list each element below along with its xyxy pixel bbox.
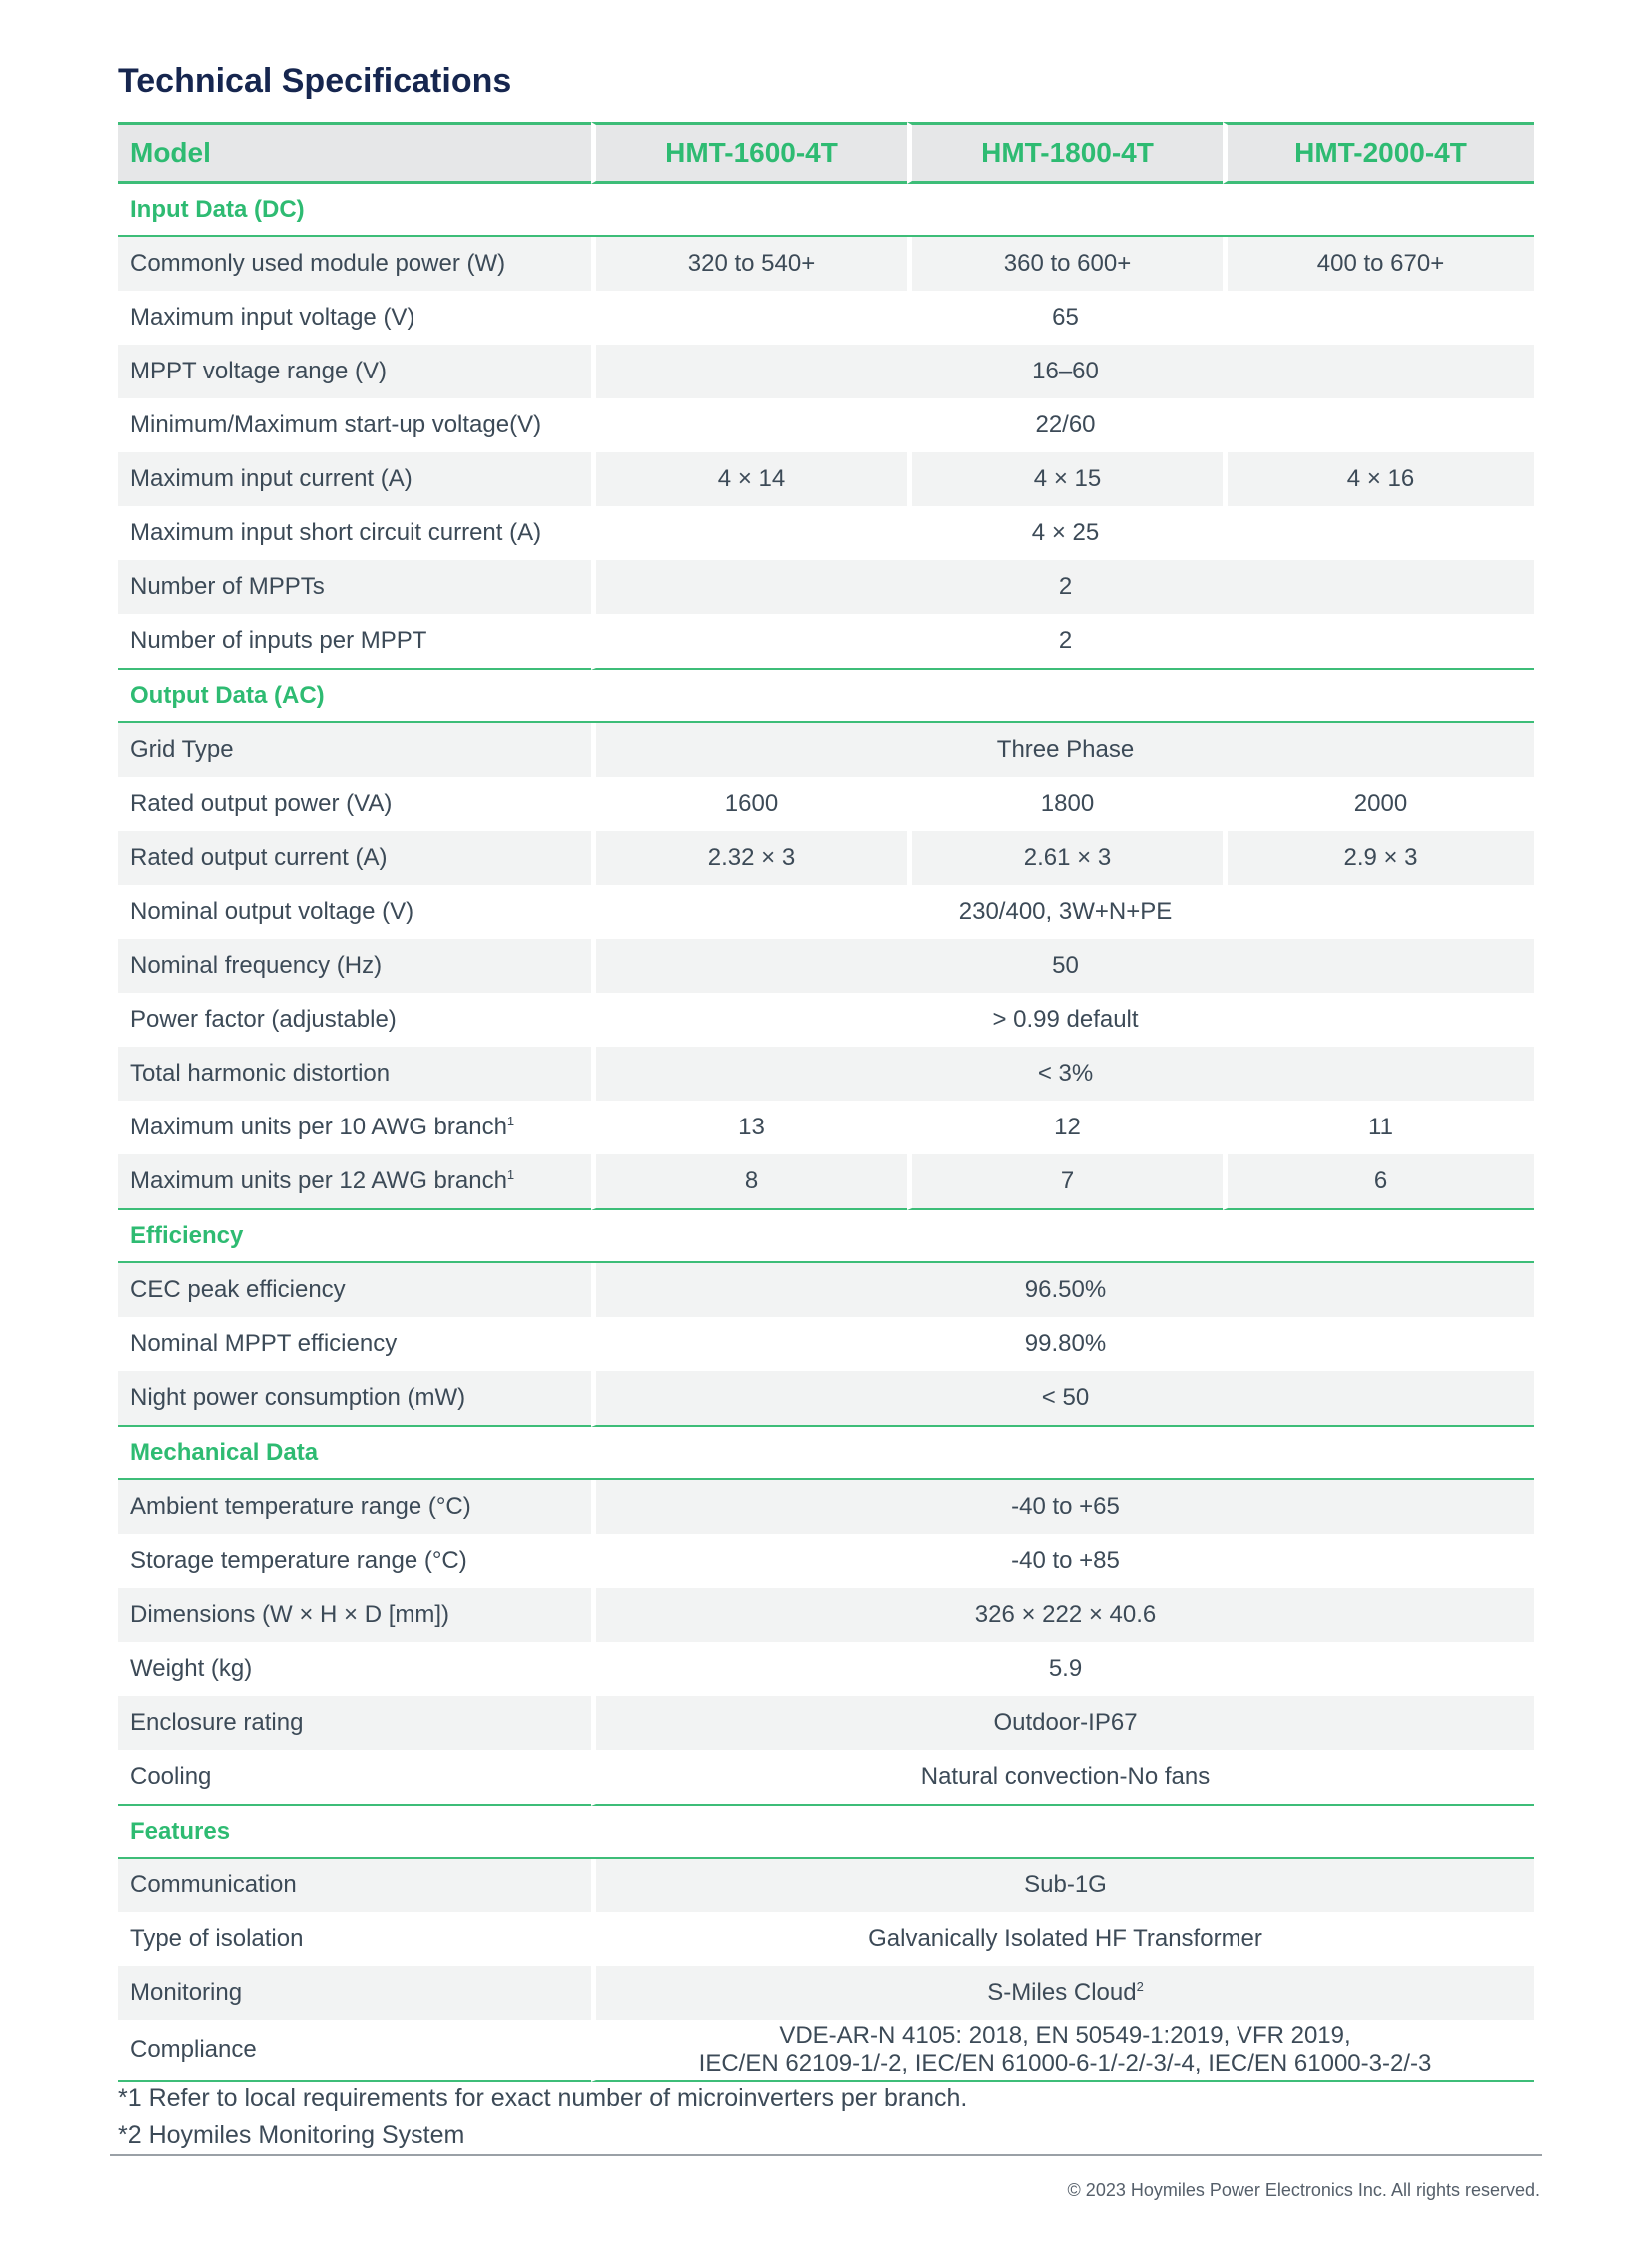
row-label: Cooling [118,1750,591,1806]
row-value: 16–60 [591,345,1534,398]
row-value: Sub-1G [591,1859,1534,1912]
row-value: 96.50% [591,1263,1534,1317]
table-row [118,1101,1534,1154]
row-label: Number of inputs per MPPT [118,614,591,670]
row-label-text: Maximum units per 12 AWG branch [130,1167,507,1194]
row-value: 13 [591,1101,907,1154]
table-row [118,1912,1534,1966]
table-row [118,993,1534,1047]
row-value: 7 [907,1154,1223,1210]
row-label [118,1154,591,1210]
row-label: Maximum input voltage (V) [130,304,415,331]
section-header-mechanical [118,1427,1534,1480]
model-header-cell: HMT-1800-4T [907,122,1223,184]
row-label: Maximum input current (A) [118,452,591,506]
section-header-features [118,1806,1534,1859]
table-row [118,614,1534,670]
compliance-line: IEC/EN 62109-1/-2, IEC/EN 61000-6-1/-2/-3/-4, IEC/EN 61000-3-2/-3 [698,2050,1432,2077]
footnotes [118,2080,967,2154]
table-row [118,452,1534,506]
row-value: < 50 [591,1371,1534,1427]
model-header-cell: HMT-1600-4T [591,122,907,184]
table-row [118,237,1534,291]
table-row [118,885,1534,939]
table-row [118,1588,1534,1642]
row-value: 8 [591,1154,907,1210]
row-label: Night power consumption (mW) [118,1371,591,1427]
row-label: MPPT voltage range (V) [118,345,591,398]
row-value: 1800 [907,777,1223,831]
table-row [118,1859,1534,1912]
table-row [118,1750,1534,1806]
row-label: Rated output current (A) [118,831,591,885]
row-value: 11 [1223,1101,1534,1154]
row-label: Communication [118,1859,591,1912]
row-label: Nominal frequency (Hz) [118,939,591,993]
row-label: Ambient temperature range (°C) [118,1480,591,1534]
row-value: 230/400, 3W+N+PE [591,885,1534,939]
row-value: 1600 [591,777,907,831]
row-value [591,2020,1534,2082]
row-label: Maximum input short circuit current (A) [130,519,542,546]
table-row [118,723,1534,777]
table-row [118,777,1534,831]
section-header-output [118,670,1534,723]
row-label: Power factor (adjustable) [130,1006,397,1033]
row-value: 4 × 14 [591,452,907,506]
footnote-marker: 1 [506,1114,515,1128]
section-title: Features [118,1806,1534,1859]
row-value: 2 [591,614,1534,670]
row-value: > 0.99 default [591,993,1534,1047]
row-value: 320 to 540+ [591,237,907,291]
section-title: Efficiency [118,1210,1534,1263]
row-label: Grid Type [118,723,591,777]
row-label: Minimum/Maximum start-up voltage(V) [130,411,542,438]
table-row [118,1047,1534,1101]
row-value: 360 to 600+ [907,237,1223,291]
row-value: 4 × 25 [591,506,1534,560]
table-row [118,1966,1534,2020]
row-value: 6 [1223,1154,1534,1210]
row-value-text: S-Miles Cloud [987,1979,1137,2006]
row-value [591,1966,1534,2020]
row-label: Compliance [118,2020,591,2082]
row-label: Nominal output voltage (V) [130,898,414,925]
row-value: Natural convection-No fans [591,1750,1534,1806]
row-value: 2.61 × 3 [907,831,1223,885]
row-value: 2000 [1223,777,1534,831]
row-label: CEC peak efficiency [118,1263,591,1317]
section-title: Mechanical Data [118,1427,1534,1480]
row-value: 2.9 × 3 [1223,831,1534,885]
row-value: 4 × 16 [1223,452,1534,506]
row-value: Three Phase [591,723,1534,777]
table-row [118,1480,1534,1534]
row-value: 400 to 670+ [1223,237,1534,291]
row-label: Weight (kg) [130,1655,253,1682]
row-value: 65 [591,291,1534,345]
row-label: Rated output power (VA) [130,790,393,817]
row-value: 5.9 [591,1642,1534,1696]
section-title: Input Data (DC) [118,184,1534,237]
section-title: Output Data (AC) [118,670,1534,723]
table-row [118,560,1534,614]
table-row [118,1317,1534,1371]
row-label: Storage temperature range (°C) [130,1547,467,1574]
row-label: Type of isolation [130,1925,304,1952]
row-value: < 3% [591,1047,1534,1101]
footnote-marker: 1 [506,1167,515,1182]
table-row [118,1696,1534,1750]
compliance-line: VDE-AR-N 4105: 2018, EN 50549-1:2019, VFR 2019, [779,2022,1351,2049]
row-label: Monitoring [118,1966,591,2020]
table-row [118,398,1534,452]
spec-table [118,122,1534,2082]
row-label: Dimensions (W × H × D [mm]) [118,1588,591,1642]
row-label: Enclosure rating [118,1696,591,1750]
row-value: 2 [591,560,1534,614]
table-row [118,506,1534,560]
footnote-marker: 2 [1136,1979,1144,1994]
copyright: © 2023 Hoymiles Power Electronics Inc. All rights reserved. [1067,2180,1540,2200]
model-header-cell: HMT-2000-4T [1223,122,1534,184]
row-label-text: Maximum units per 10 AWG branch [130,1114,507,1140]
row-value: 12 [907,1101,1223,1154]
model-header-label: Model [118,122,591,184]
model-header-row [118,122,1534,184]
footnote: *2 Hoymiles Monitoring System [118,2121,465,2149]
table-row [118,2020,1534,2082]
footnote: *1 Refer to local requirements for exact number of microinverters per branch. [118,2084,968,2112]
section-header-efficiency [118,1210,1534,1263]
row-value: 99.80% [591,1317,1534,1371]
row-value: -40 to +85 [591,1534,1534,1588]
table-row [118,1642,1534,1696]
row-label [118,1101,591,1154]
divider [110,2154,1542,2156]
page-title: Technical Specifications [118,62,512,100]
table-row [118,831,1534,885]
table-row [118,939,1534,993]
row-value: Galvanically Isolated HF Transformer [591,1912,1534,1966]
row-value: -40 to +65 [591,1480,1534,1534]
row-value: 50 [591,939,1534,993]
row-label: Number of MPPTs [118,560,591,614]
row-value: Outdoor-IP67 [591,1696,1534,1750]
table-row [118,1371,1534,1427]
row-label: Commonly used module power (W) [118,237,591,291]
row-value: 4 × 15 [907,452,1223,506]
row-value: 326 × 222 × 40.6 [591,1588,1534,1642]
row-label: Nominal MPPT efficiency [130,1330,398,1357]
table-row [118,291,1534,345]
section-header-input [118,184,1534,237]
row-value: 22/60 [591,398,1534,452]
row-label: Total harmonic distortion [118,1047,591,1101]
table-row [118,345,1534,398]
table-row [118,1534,1534,1588]
table-row [118,1154,1534,1210]
row-value: 2.32 × 3 [591,831,907,885]
table-row [118,1263,1534,1317]
